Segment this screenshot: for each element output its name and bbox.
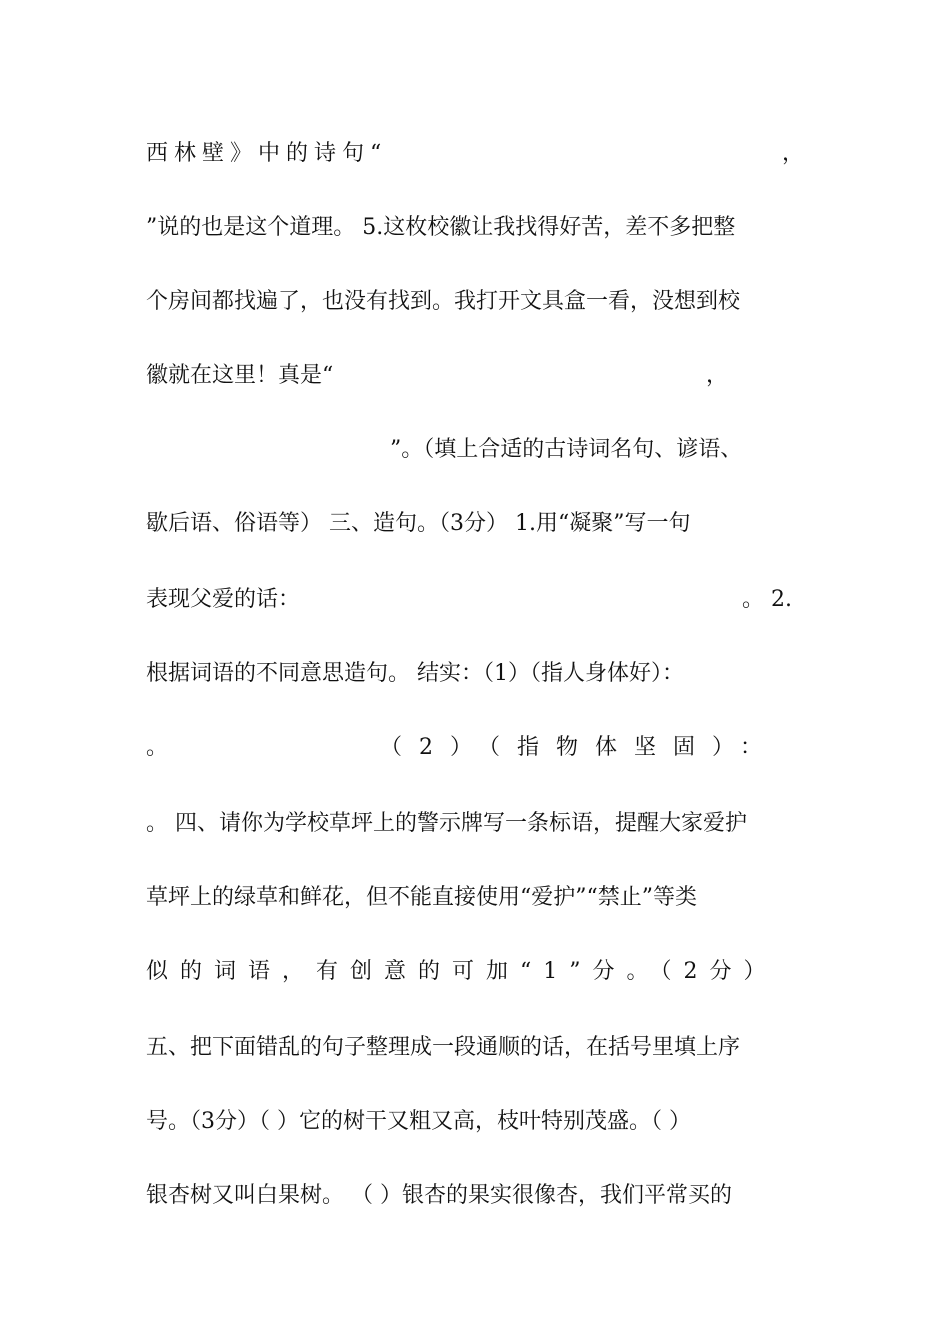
- line-3-text: 个房间都找遍了，也没有找到。我打开文具盒一看，没想到校: [146, 289, 741, 314]
- text-line-13: [146, 1028, 804, 1068]
- text-line-12: [146, 952, 804, 992]
- line-6-text: 歇后语、俗语等） 三、造句。（3分） 1.用“凝聚”写一句: [146, 511, 691, 536]
- line-9-left: 。: [146, 735, 169, 760]
- text-line-2: [146, 208, 804, 248]
- line-13-text: 五、把下面错乱的句子整理成一段通顺的话，在括号里填上序: [146, 1035, 741, 1060]
- line-1-right: ，: [782, 141, 804, 166]
- text-line-7: [146, 580, 804, 620]
- line-5-right: ”。（填上合适的古诗词名句、谚语、: [390, 437, 743, 462]
- line-7-right: 。 2.: [742, 587, 792, 612]
- text-line-5: [146, 430, 804, 470]
- line-4-right: ，: [706, 363, 729, 388]
- line-1-left: 西林壁》中的诗句“: [146, 141, 388, 166]
- text-line-10: [146, 804, 804, 844]
- line-7-left: 表现父爱的话：: [146, 587, 301, 612]
- line-10-text: 。 四、请你为学校草坪上的警示牌写一条标语，提醒大家爱护: [146, 811, 747, 836]
- text-line-15: [146, 1176, 804, 1216]
- line-9-right: （2）（指物体坚固）：: [380, 735, 779, 760]
- line-11-text: 草坪上的绿草和鲜花，但不能直接使用“爱护”“禁止”等类: [146, 885, 697, 910]
- text-line-14: [146, 1102, 804, 1142]
- text-line-8: [146, 654, 804, 694]
- text-line-9: [146, 728, 804, 768]
- text-line-4: [146, 356, 804, 396]
- line-2-text: ”说的也是这个道理。 5.这枚校徽让我找得好苦，差不多把整: [146, 215, 736, 240]
- line-14-text: 号。（3分）（ ）它的树干又粗又高，枝叶特别茂盛。（ ）: [146, 1109, 691, 1134]
- text-line-1: [146, 134, 804, 174]
- line-8-text: 根据词语的不同意思造句。 结实：（1）（指人身体好）：: [146, 661, 684, 686]
- text-line-3: [146, 282, 804, 322]
- line-15-text: 银杏树又叫白果树。 （ ）银杏的果实很像杏，我们平常买的: [146, 1183, 732, 1208]
- line-4-left: 徽就在这里！真是“: [146, 363, 334, 388]
- text-line-6: [146, 504, 804, 544]
- text-line-11: [146, 878, 804, 918]
- line-12-text: 似的词语，有创意的可加“1”分。（2分）: [146, 959, 778, 984]
